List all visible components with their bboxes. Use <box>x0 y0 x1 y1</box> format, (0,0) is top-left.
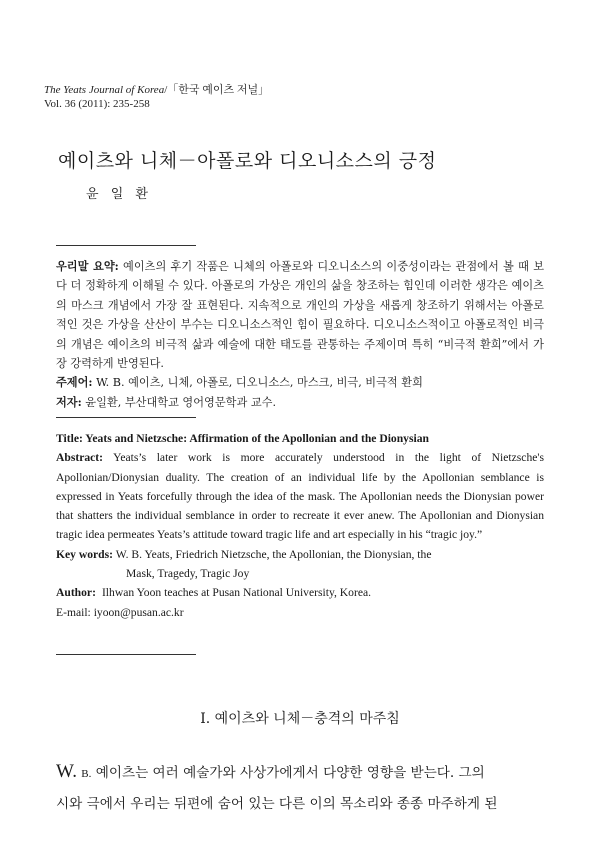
english-abstract-label: Abstract: <box>56 451 104 465</box>
english-title-text: Yeats and Nietzsche: Affirmation of the Apollonian and the Dionysian <box>82 432 429 445</box>
english-abstract-paragraph <box>56 448 544 544</box>
article-author: 윤 일 환 <box>86 187 152 202</box>
korean-author-text: 윤일환, 부산대학교 영어영문학과 교수. <box>81 395 277 409</box>
english-keywords-line1: W. B. Yeats, Friedrich Nietzsche, the Apollonian, the Dionysian, the <box>113 547 432 561</box>
korean-keywords-label: 주제어: <box>56 375 93 390</box>
body-initial: B. <box>81 768 92 780</box>
korean-author <box>56 393 544 412</box>
korean-abstract-label: 우리말 요약: <box>56 259 119 273</box>
english-keywords <box>56 545 544 564</box>
english-email <box>56 603 544 622</box>
body-line-1-text: 예이츠는 여러 예술가와 사상가에게서 다양한 영향을 받는다. 그의 <box>91 765 485 781</box>
article-title: 예이츠와 니체－아폴로와 디오니소스의 긍정 <box>58 150 437 172</box>
english-author <box>56 583 544 602</box>
divider-bottom <box>56 654 196 655</box>
english-keywords-line2: Mask, Tragedy, Tragic Joy <box>126 567 250 581</box>
english-title-label: Title: <box>56 432 83 445</box>
korean-abstract-text: 예이츠의 후기 작품은 니체의 아폴로와 디오니소스의 이중성이라는 관점에서 볼 때 보다 더 정확하게 이해될 수 있다. 아폴로의 가상은 개인의 삶을 창조하는 힘인데 이러한 생각은 예이츠의 마스크 개념에서 가장 잘 표현된다. 지속적으로 개인의 가상을 새롭게 창조하기 위해서는 아폴로적인 것은 가상을 산산이 부수는 디오니소스적인 힘이 필요하다. 디오니소스적이고 아폴로적인 비극의 개념은 예이츠의 비극적 삶과 예술에 대한 태도를 관통하는 주제이며 특히 “비극적 환희”에서 가장 강력하게 반영된다. <box>56 260 544 371</box>
divider-top <box>56 245 196 246</box>
english-author-label: Author: <box>56 586 96 600</box>
body-dropcap: W. <box>56 761 77 782</box>
english-email-label: E-mail: <box>56 605 91 619</box>
body-text <box>56 757 544 819</box>
journal-volume: Vol. 36 (2011): 235-258 <box>44 98 150 110</box>
section-heading: I. 예이츠와 니체－충격의 마주침 <box>200 711 400 727</box>
english-email-address[interactable]: iyoon@pusan.ac.kr <box>93 605 184 619</box>
korean-abstract-body <box>56 257 544 373</box>
body-line-2: 시와 극에서 우리는 뒤편에 숨어 있는 다른 이의 목소리와 종종 마주하게 된 <box>56 796 498 812</box>
journal-header <box>44 83 269 111</box>
journal-name: The Yeats Journal of Korea <box>44 84 165 96</box>
korean-keywords <box>56 373 544 392</box>
english-keywords-label: Key words: <box>56 547 113 561</box>
english-abstract-text: Yeats’s later work is more accurately understood in the light of Nietzsche's Apollonian/Dionysian duality. The creation of an individual life by the Apollonian semblance is expressed in Yeats forcefully through the idea of the mask. The Apollonian needs the Dionysian power that shatters the individual semblance in order to recreate it ever anew. The Apollonian and Dionysian tragic idea permeates Yeats’s attitude toward tragic life and art especially in his “tragic joy.” <box>56 451 544 542</box>
divider-middle <box>56 417 196 418</box>
korean-author-label: 저자: <box>56 394 82 409</box>
english-abstract <box>56 429 544 622</box>
english-author-text: Ilhwan Yoon teaches at Pusan National University, Korea. <box>101 586 372 600</box>
korean-keywords-text: W. B. 예이츠, 니체, 아폴로, 디오니소스, 마스크, 비극, 비극적 환희 <box>92 376 423 390</box>
english-title <box>56 429 544 448</box>
journal-name-korean: /「한국 예이츠 저널」 <box>164 84 270 96</box>
body-line-1 <box>56 757 544 789</box>
korean-abstract <box>56 257 544 412</box>
